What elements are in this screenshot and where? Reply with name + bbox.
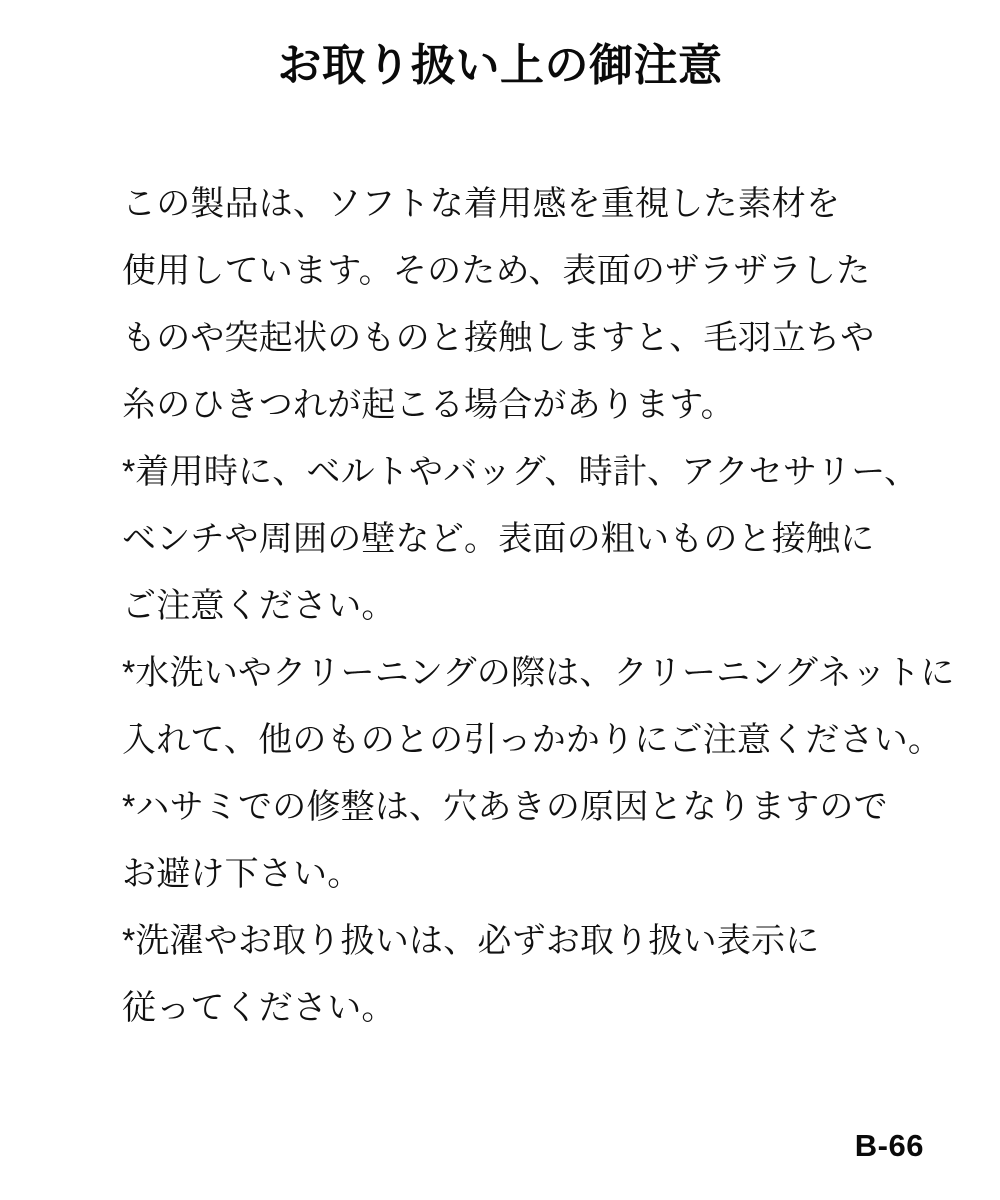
body-line: *洗濯やお取り扱いは、必ずお取り扱い表示に: [122, 921, 820, 960]
body-line: この製品は、ソフトな着用感を重視した素材を: [122, 184, 841, 223]
body-line: 従ってください。: [122, 988, 396, 1027]
body-line: ご注意ください。: [122, 586, 396, 625]
document-code: B-66: [854, 1128, 924, 1163]
body-line: お避け下さい。: [122, 854, 362, 893]
document-code-container: [855, 1128, 924, 1164]
page-title: お取り扱い上の御注意: [277, 41, 723, 90]
body-line: 使用しています。そのため、表面のザラザラした: [122, 251, 871, 290]
body-line: *水洗いやクリーニングの際は、クリーニングネットに: [122, 653, 955, 692]
body-line: ベンチや周囲の壁など。表面の粗いものと接触に: [122, 519, 875, 558]
body-line: 入れて、他のものとの引っかかりにご注意ください。: [122, 720, 943, 759]
body-line: *ハサミでの修整は、穴あきの原因となりますので: [122, 787, 888, 826]
body-line: ものや突起状のものと接触しますと、毛羽立ちや: [122, 318, 875, 357]
care-instructions-body: [60, 171, 955, 1042]
body-line: *着用時に、ベルトやバッグ、時計、アクセサリー、: [122, 452, 919, 491]
body-line: 糸のひきつれが起こる場合があります。: [122, 385, 735, 424]
